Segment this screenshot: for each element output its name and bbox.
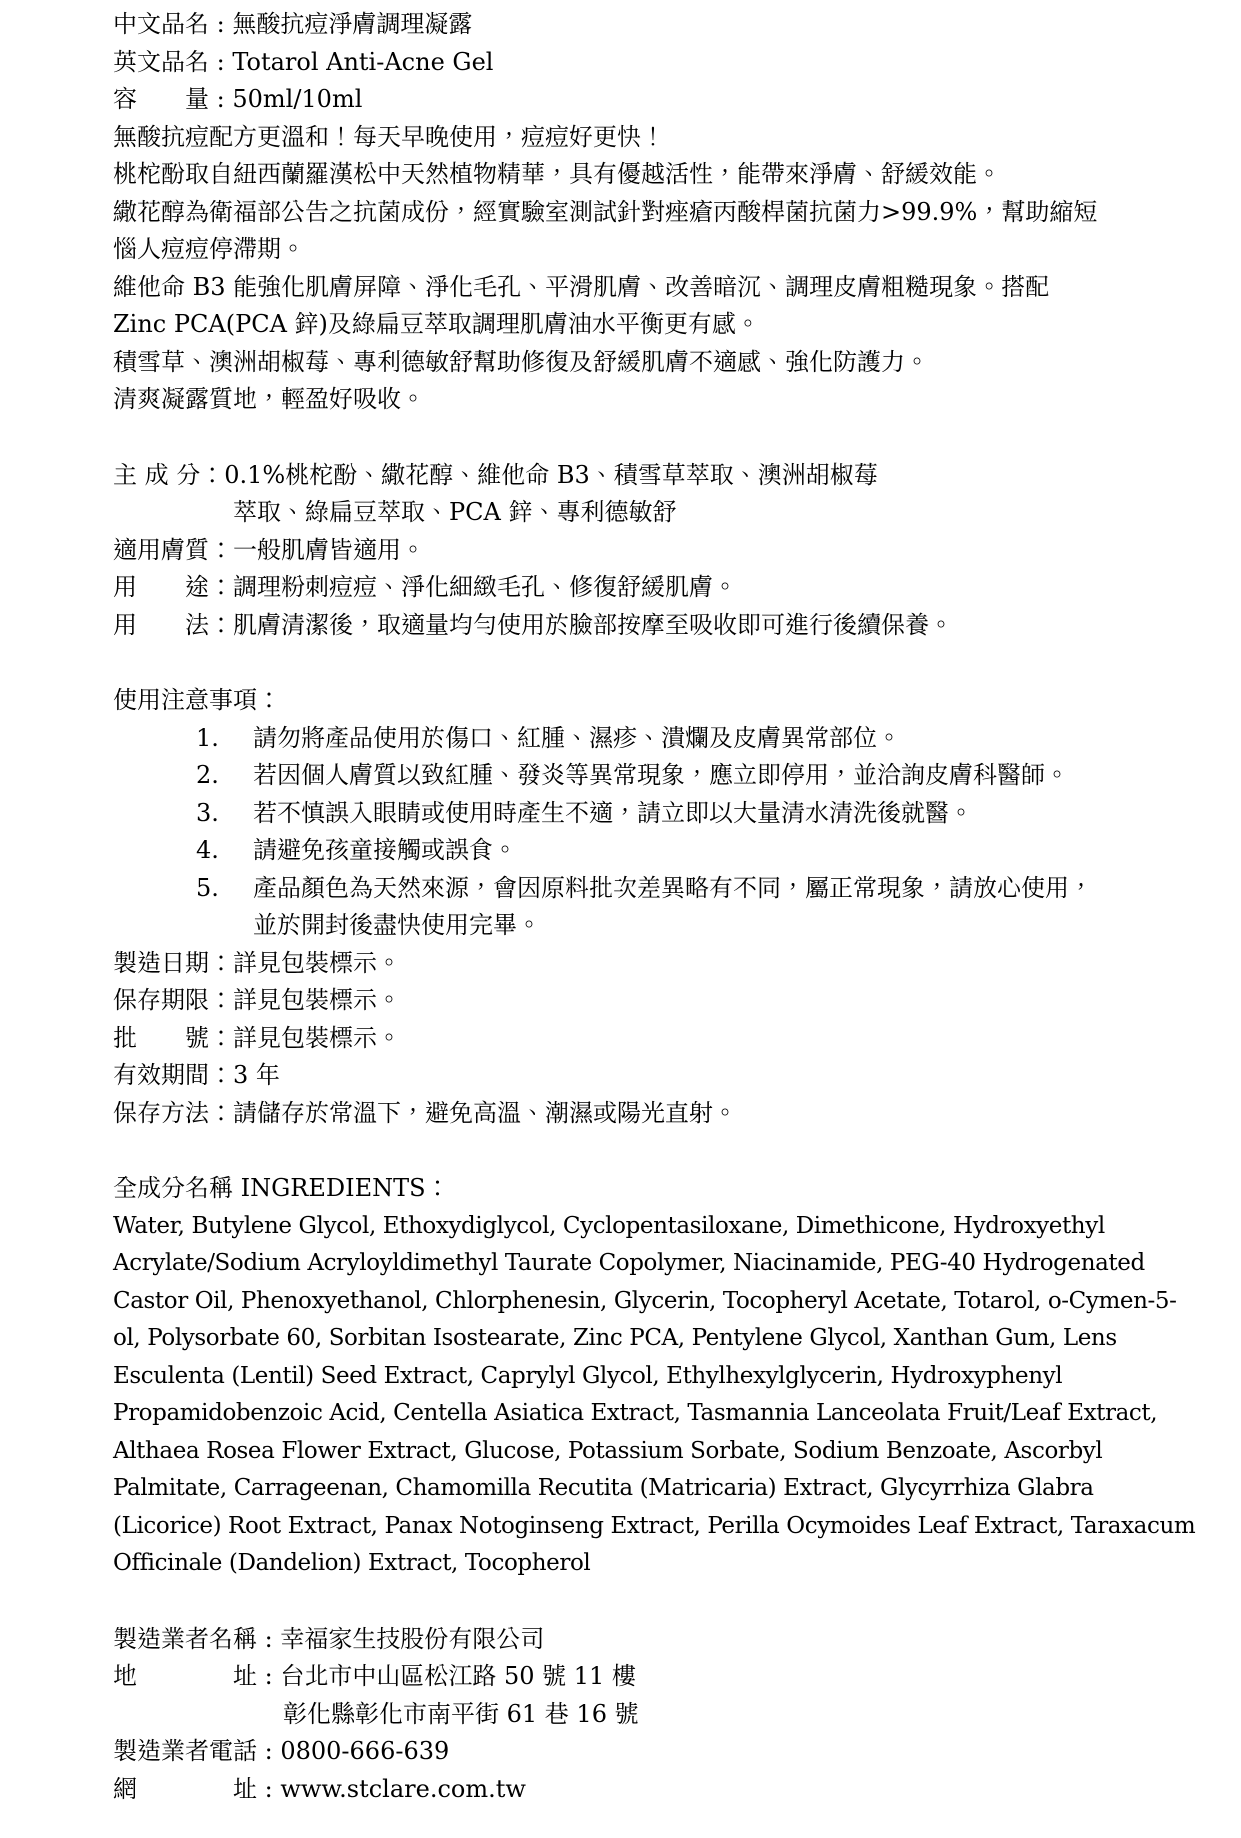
list-item-number: 2. [196,761,219,789]
ingredients-line: (Licorice) Root Extract, Panax Notoginseng Extract, Perilla Ocymoides Leaf Extract, Taraxacum [113,1512,1196,1539]
field-label: 用 法 [113,610,209,639]
batch-number-row [113,1020,1146,1058]
field-label: 主 成 分 [113,460,201,489]
list-item [196,757,1146,795]
field-label: 英文品名 [113,47,209,76]
description-line: 積雪草、澳洲胡椒莓、專利德敏舒幫助修復及舒緩肌膚不適感、強化防護力。 [113,347,929,376]
list-item-text: 請避免孩童接觸或誤食。 [253,836,517,864]
list-item-number: 3. [196,798,219,827]
field-label: 中文品名 [113,10,209,38]
description-line: 無酸抗痘配方更溫和！每天早晚使用，痘痘好更快！ [113,122,665,151]
description-line: 清爽凝露質地，輕盈好吸收。 [113,385,425,413]
field-separator: : [257,1774,281,1803]
field-label: 製造日期 [113,948,209,977]
ingredients-heading: 全成分名稱 INGREDIENTS： [113,1174,450,1202]
website-url: www.stclare.com.tw [280,1774,526,1803]
field-label: 容 量 [113,85,209,113]
precautions-heading: 使用注意事項： [113,686,281,714]
field-separator: : [257,1737,281,1765]
validity-period-row [113,1057,1146,1095]
field-value: 詳見包裝標示。 [233,948,401,977]
field-label: 地 址 [113,1662,257,1690]
product-name-en-row [113,44,1146,82]
field-separator: ： [209,1061,233,1089]
field-label: 用 途 [113,573,209,601]
ingredients-line: Acrylate/Sodium Acryloyldimethyl Taurate Copolymer, Niacinamide, PEG-40 Hydrogenated [113,1250,1145,1276]
field-separator: : [209,85,233,113]
manufacturer-address-row [113,1658,1146,1696]
list-item-number: 4. [196,836,219,864]
manufacturer-name-row [113,1621,1146,1659]
field-separator: : [209,47,233,76]
product-name-zh-row [113,6,1146,44]
usage-method-row [113,607,1146,645]
ingredients-line: Castor Oil, Phenoxyethanol, Chlorphenesin, Glycerin, Tocopheryl Acetate, Totarol, o-Cymen-5- [113,1287,1177,1314]
field-separator: ： [200,460,225,489]
main-ingredients-continuation: 萃取、綠扁豆萃取、PCA 鋅、專利德敏舒 [233,498,677,526]
manufacturer-section [113,1621,1146,1809]
field-value: 詳見包裝標示。 [233,986,401,1014]
shelf-life-row [113,982,1146,1020]
field-label: 製造業者名稱 [113,1624,257,1653]
skin-type-row [113,532,1146,570]
field-separator: : [257,1662,281,1690]
storage-info-section [113,945,1146,1133]
description-line: 惱人痘痘停滯期。 [113,235,305,263]
field-separator: : [257,1624,281,1653]
field-separator: ： [209,948,233,977]
field-value: 詳見包裝標示。 [233,1023,401,1052]
field-value: 50ml/10ml [232,85,363,113]
ingredients-line: Esculenta (Lentil) Seed Extract, Caprylyl Glycol, Ethylhexylglycerin, Hydroxyphenyl [113,1362,1063,1389]
product-volume-row [113,81,1146,119]
ingredients-section [113,1170,1196,1583]
field-separator: ： [209,986,233,1014]
field-separator: ： [209,573,233,601]
manufacturer-website-row [113,1771,1146,1809]
list-item-text: 若因個人膚質以致紅腫、發炎等異常現象，應立即停用，並洽詢皮膚科醫師。 [253,761,1069,789]
product-description-section [113,119,1146,419]
field-value: 0.1%桃柁酚、繖花醇、維他命 B3、積雪草萃取、澳洲胡椒莓 [224,460,878,489]
description-line: 繖花醇為衛福部公告之抗菌成份，經實驗室測試針對痤瘡丙酸桿菌抗菌力>99.9%，幫助縮短 [113,197,1098,226]
field-label: 網 址 [113,1774,257,1803]
field-value: 請儲存於常溫下，避免高溫、潮濕或陽光直射。 [233,1098,737,1127]
list-item [196,720,1146,758]
description-line: 桃柁酚取自紐西蘭羅漢松中天然植物精華，具有優越活性，能帶來淨膚、舒緩效能。 [113,160,1001,188]
ingredients-line: Althaea Rosea Flower Extract, Glucose, Potassium Sorbate, Sodium Benzoate, Ascorbyl [113,1437,1103,1464]
list-item-text: 若不慎誤入眼睛或使用時產生不適，請立即以大量清水清洗後就醫。 [253,798,973,827]
field-label: 有效期間 [113,1061,209,1089]
field-separator: ： [209,1023,233,1052]
field-label: 製造業者電話 [113,1737,257,1765]
specs-section [113,457,1146,645]
manufacturer-address-line2: 彰化縣彰化市南平街 61 巷 16 號 [283,1699,639,1728]
list-item [196,870,1146,908]
field-value: 幸福家生技股份有限公司 [280,1624,545,1653]
main-ingredients-row [113,457,1146,495]
field-value: 一般肌膚皆適用。 [233,535,425,564]
ingredients-line: ol, Polysorbate 60, Sorbitan Isostearate, Zinc PCA, Pentylene Glycol, Xanthan Gum, Lens [113,1325,1117,1351]
field-value: 無酸抗痘淨膚調理凝露 [232,10,473,38]
ingredients-line: Officinale (Dandelion) Extract, Tocopherol [113,1550,591,1576]
field-value: 調理粉刺痘痘、淨化細緻毛孔、修復舒緩肌膚。 [233,573,737,601]
field-value: 肌膚清潔後，取適量均勻使用於臉部按摩至吸收即可進行後續保養。 [233,610,953,639]
field-value: 0800-666-639 [280,1737,450,1765]
list-item-number: 1. [196,723,219,752]
list-item-continuation: 並於開封後盡快使用完畢。 [253,911,541,939]
list-item-number: 5. [196,873,219,902]
description-line: 維他命 B3 能強化肌膚屏障、淨化毛孔、平滑肌膚、改善暗沉、調理皮膚粗糙現象。搭配 [113,272,1050,301]
ingredients-line: Palmitate, Carrageenan, Chamomilla Recutita (Matricaria) Extract, Glycyrrhiza Glabra [113,1475,1094,1501]
manufacturer-phone-row [113,1733,1146,1771]
field-label: 保存方法 [113,1098,209,1127]
manufacture-date-row [113,945,1146,983]
field-label: 批 號 [113,1023,209,1052]
list-item [196,832,1146,870]
ingredients-line: Water, Butylene Glycol, Ethoxydiglycol, Cyclopentasiloxane, Dimethicone, Hydroxyethyl [113,1212,1105,1239]
field-separator: ： [209,610,233,639]
field-value: Totarol Anti-Acne Gel [232,47,494,76]
usage-purpose-row [113,569,1146,607]
field-label: 適用膚質 [113,535,209,564]
field-value: 3 年 [233,1061,280,1089]
product-identity-section [113,6,1146,119]
precautions-list [113,720,1146,908]
field-separator: ： [209,1098,233,1127]
field-separator: : [209,10,233,38]
precautions-section [113,682,1146,945]
field-value: 台北市中山區松江路 50 號 11 樓 [280,1662,636,1690]
list-item-text: 產品顏色為天然來源，會因原料批次差異略有不同，屬正常現象，請放心使用， [253,873,1093,902]
field-label: 保存期限 [113,986,209,1014]
description-line: Zinc PCA(PCA 鋅)及綠扁豆萃取調理肌膚油水平衡更有感。 [113,310,760,338]
field-separator: ： [209,535,233,564]
list-item [196,795,1146,833]
storage-method-row [113,1095,1146,1133]
list-item-text: 請勿將產品使用於傷口、紅腫、濕疹、潰爛及皮膚異常部位。 [253,723,901,752]
ingredients-line: Propamidobenzoic Acid, Centella Asiatica Extract, Tasmannia Lanceolata Fruit/Leaf Extract, [113,1400,1158,1426]
